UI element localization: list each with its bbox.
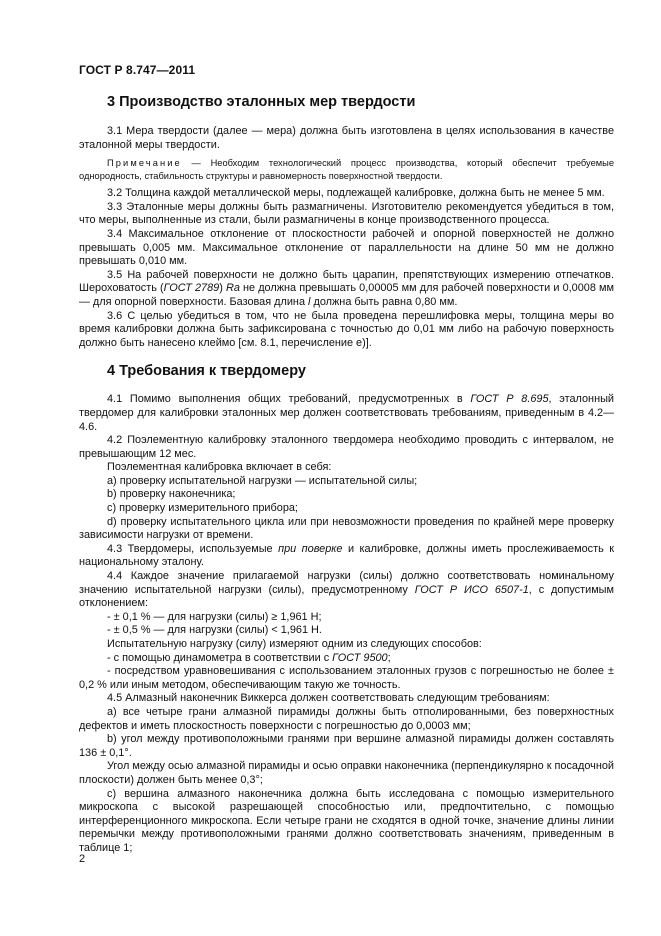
requirement-c: c) вершина алмазного наконечника должна быть исследована с помощью измерительного микроскопа с высокой разрешающей способностью или, предпочтительно, с помощью интерференционного микроскопа. Если четыре грани не сходятся в одной точке, значение длины линии перемычки между противоположными гранями должно соответствовать значениям, приведенным в таблице 1; — [79, 787, 614, 854]
gost-8-695-ref: ГОСТ Р 8.695 — [470, 393, 549, 406]
requirement-b: b) угол между противоположными гранями при вершине алмазной пирамиды должен составлять 136 ± 0,1°. — [79, 733, 614, 759]
method-1-part-a: - с помощью динамометра в соответствии с — [107, 651, 333, 664]
p3-5-part-a: 3.5 На рабочей поверхности не должно быть царапин, препятствующих измерению отпечатков. Шероховатость ( — [79, 268, 614, 295]
paragraph-3-3: 3.3 Эталонные меры должны быть размагничены. Изготовителю рекомендуется убедиться в том, что меры, выполненные из стали, были размагничены в конце производственного процесса. — [79, 200, 614, 227]
section-4-heading: 4 Требования к твердомеру — [107, 363, 306, 380]
page-number: 2 — [79, 853, 86, 865]
paragraph-4-5: 4.5 Алмазный наконечник Виккерса должен соответствовать следующим требованиям: — [107, 692, 550, 705]
methods-intro: Испытательную нагрузку (силу) измеряют одним из следующих способов: — [107, 638, 482, 650]
method-1 — [79, 652, 614, 666]
document-header: ГОСТ Р 8.747—2011 — [79, 63, 196, 77]
note — [79, 157, 614, 183]
list-item-c: c) проверку измерительного прибора; — [107, 502, 298, 515]
tolerance-2: - ± 0,5 % — для нагрузки (силы) < 1,961 Н. — [107, 624, 322, 637]
p3-5-part-c: не должна превышать 0,00005 мм для рабочей поверхности и 0,0008 мм — для опорной поверхности. Базовая длина — [79, 282, 614, 308]
method-2: - посредством уравновешивания с использованием эталонных грузов с погрешностью не более ± 0,2 % или иным методом, обеспечивающим такую же точность. — [79, 665, 614, 691]
ra-symbol: Ra — [225, 282, 240, 295]
p3-5-part-d: должна быть равна 0,80 мм. — [310, 295, 458, 308]
gost-2789-ref: ГОСТ 2789 — [163, 282, 220, 295]
paragraph-3-1: 3.1 Мера твердости (далее — мера) должна быть изготовлена в целях использования в качестве эталонной меры твердости. — [79, 125, 614, 151]
paragraph-4-1 — [79, 393, 614, 434]
p4-1-part-b: , эталонный твердомер для калибровки эталонных мер должен соответствовать требованиям, приведенным в 4.2—4.6. — [79, 393, 614, 433]
l-symbol: l — [308, 295, 311, 308]
p4-1-part-a: 4.1 Помимо выполнения общих требований, предусмотренных в — [107, 393, 471, 406]
p4-3-part-b: и калибровке, должны иметь прослеживаемость к национальному эталону. — [79, 542, 614, 569]
gost-9500-ref: ГОСТ 9500 — [332, 651, 388, 664]
section-3-heading: 3 Производство эталонных мер твердости — [107, 94, 416, 110]
paragraph-4-2: 4.2 Поэлементную калибровку эталонного твердомера необходимо проводить с интервалом, не превышающим 12 мес. — [79, 434, 614, 460]
paragraph-3-5 — [79, 269, 614, 310]
paragraph-3-2: 3.2 Толщина каждой металлической меры, подлежащей калибровке, должна быть не менее 5 мм. — [107, 187, 605, 200]
paragraph-3-6: 3.6 С целью убедиться в том, что не была проведена перешлифовка меры, толщина меры во время калибровки должна быть зафиксирована с точностью до 0,01 мм либо на рабочую поверхность должно быть нанесено клеймо [см. 8.1, перечисление е)]. — [79, 309, 614, 349]
note-text: — Необходим технологический процесс производства, который обеспечит требуемые однородность, стабильность структуры и равномерность поверхностной твердости. — [79, 158, 614, 182]
note-label: Примечание — [107, 158, 182, 169]
gost-6507-ref: ГОСТ Р ИСО 6507-1 — [414, 583, 529, 596]
p4-3-italic: при поверке — [278, 542, 343, 555]
p4-4-part-b: , с допустимым отклонением: — [79, 583, 615, 610]
requirement-b-axis: Угол между осью алмазной пирамиды и осью оправки наконечника (перпендикулярно к посадочной плоскости) должен быть менее 0,3°; — [79, 760, 614, 786]
paragraph-3-4: 3.4 Максимальное отклонение от плоскостности рабочей и опорной поверхностей не должно превышать 0,005 мм. Максимальное отклонение от параллельности на длине 50 мм не должно превышать 0,010 мм. — [79, 227, 614, 268]
paragraph-4-3 — [79, 543, 614, 570]
tolerance-1: - ± 0,1 % — для нагрузки (силы) ≥ 1,961 Н; — [107, 610, 322, 623]
list-item-b: b) проверку наконечника; — [107, 488, 236, 501]
page-content — [79, 92, 614, 856]
p4-3-part-a: 4.3 Твердомеры, используемые — [107, 542, 279, 555]
list-item-d: d) проверку испытательного цикла или при невозможности проведения по крайней мере проверку зависимости нагрузки от времени. — [79, 515, 614, 542]
paragraph-4-4 — [79, 570, 614, 611]
p4-4-part-a: 4.4 Каждое значение прилагаемой нагрузки (силы) должно соответствовать номинальному значению испытательной нагрузки (силы), предусмотренному — [79, 570, 614, 596]
calibration-intro: Поэлементная калибровка включает в себя: — [107, 461, 332, 474]
requirement-a: а) все четыре грани алмазной пирамиды должны быть отполированными, без поверхностных дефектов и иметь плоскостность поверхности с погрешностью до 0,0003 мм; — [79, 705, 614, 732]
method-1-part-b: ; — [387, 651, 391, 664]
p3-5-part-b: ) — [219, 282, 226, 295]
list-item-a: a) проверку испытательной нагрузки — испытательной силы; — [107, 474, 418, 487]
